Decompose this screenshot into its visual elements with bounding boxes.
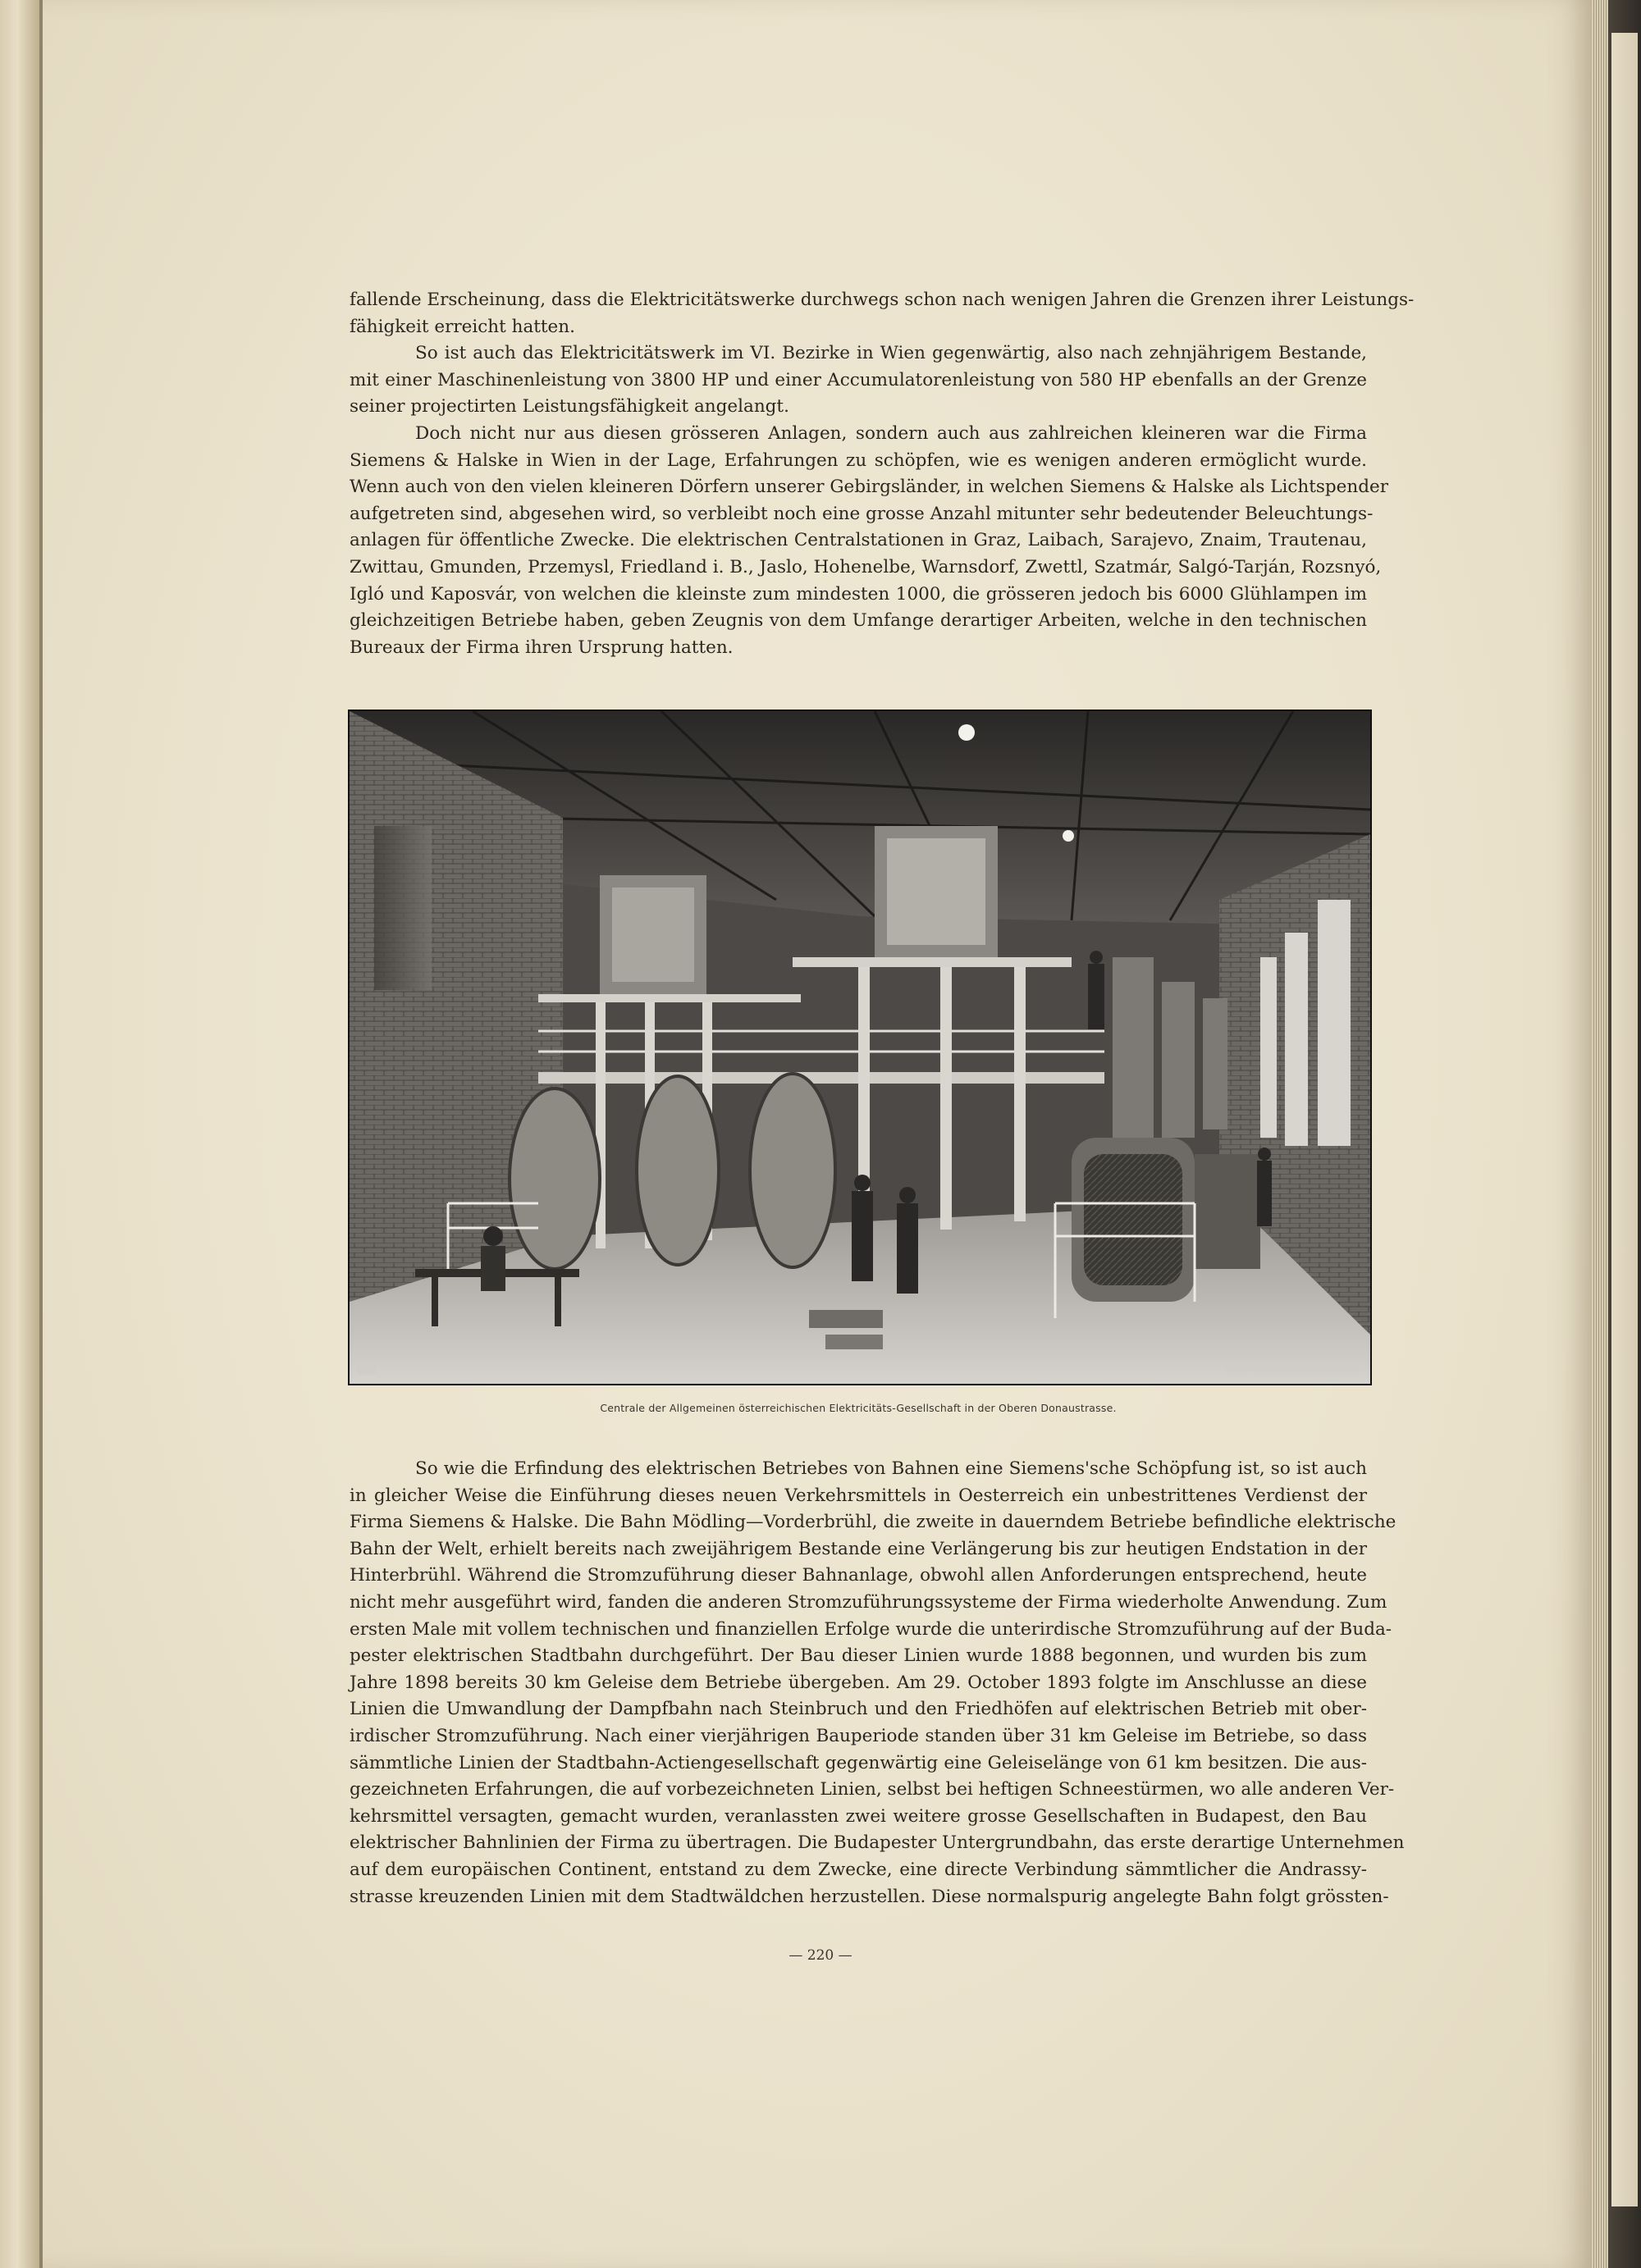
- text-line: Doch nicht nur aus diesen grösseren Anlagen, sondern auch aus zahlreichen kleineren war die Firma: [415, 422, 1367, 444]
- text-line: So wie die Erfindung des elektrischen Betriebes von Bahnen eine Siemens'sche Schöpfung ist, so ist auch: [415, 1458, 1367, 1479]
- power-station-engraving: [350, 711, 1370, 1384]
- text-line: pester elektrischen Stadtbahn durchgeführt. Der Bau dieser Linien wurde 1888 begonnen, und wurden bis zum: [350, 1645, 1367, 1667]
- page-number: — 220 —: [789, 1947, 852, 1964]
- text-line: sämmtliche Linien der Stadtbahn-Actiengesellschaft gegenwärtig eine Geleiselänge von 61 km besitzen. Die aus-: [350, 1752, 1367, 1773]
- text-line: seiner projectirten Leistungsfähigkeit angelangt.: [350, 396, 789, 418]
- paragraph-elektrische-bahnen: [350, 1456, 1405, 1910]
- text-line: ersten Male mit vollem technischen und finanziellen Erfolge wurde die unterirdische Stromzuführung auf der Buda-: [350, 1618, 1392, 1640]
- text-line: fallende Erscheinung, dass die Elektricitätswerke durchwegs schon nach wenigen Jahren die Grenzen ihrer Leistungs-: [350, 290, 1415, 310]
- text-line: elektrischer Bahnlinien der Firma zu übertragen. Die Budapester Untergrundbahn, das erste derartige Unternehmen: [350, 1832, 1405, 1854]
- text-line: mit einer Maschinenleistung von 3800 HP und einer Accumulatorenleistung von 580 HP ebenfalls an der Grenze: [350, 369, 1367, 390]
- text-line: strasse kreuzenden Linien mit dem Stadtwäldchen herzustellen. Diese normalspurig angelegte Bahn folgt grössten-: [350, 1886, 1389, 1907]
- paragraph-centralstationen: [350, 421, 1389, 661]
- text-line: Wenn auch von den vielen kleineren Dörfern unserer Gebirgsländer, in welchen Siemens & Halske als Lichtspender: [350, 477, 1389, 498]
- text-line: Igló und Kaposvár, von welchen die kleinste zum mindesten 1000, die grösseren jedoch bis 6000 Glühlampen im: [350, 583, 1367, 605]
- text-line: Firma Siemens & Halske. Die Bahn Mödling—Vorderbrühl, die zweite in dauerndem Betriebe befindliche elektrische: [350, 1512, 1396, 1533]
- text-line: fähigkeit erreicht hatten.: [350, 316, 575, 337]
- body-text-top: [350, 287, 1415, 661]
- paragraph-elektricitaetswerk: [350, 340, 1367, 421]
- text-line: So ist auch das Elektricitätswerk im VI. Bezirke in Wien gegenwärtig, also nach zehnjährigem Bestande,: [415, 343, 1367, 364]
- book-cover-right: [1608, 0, 1641, 2268]
- book-binding-left: [0, 0, 43, 2268]
- paragraph-continuation: [350, 287, 1415, 340]
- text-line: Linien die Umwandlung der Dampfbahn nach Steinbruch und den Friedhöfen auf elektrischen Betrieb mit ober-: [350, 1699, 1367, 1720]
- text-line: irdischer Stromzuführung. Nach einer vierjährigen Bauperiode standen über 31 km Geleise im Betriebe, so dass: [350, 1725, 1367, 1746]
- text-line: Bureaux der Firma ihren Ursprung hatten.: [350, 637, 734, 658]
- text-line: auf dem europäischen Continent, entstand zu dem Zwecke, eine directe Verbindung sämmtlicher die Andrassy-: [350, 1859, 1367, 1880]
- text-line: Siemens & Halske in Wien in der Lage, Erfahrungen zu schöpfen, wie es wenigen anderen ermöglicht wurde.: [350, 449, 1367, 471]
- text-line: gezeichneten Erfahrungen, die auf vorbezeichneten Linien, selbst bei heftigen Schneestürmen, wo alle anderen Ver-: [350, 1779, 1395, 1800]
- text-line: gleichzeitigen Betriebe haben, geben Zeugnis von dem Umfange derartiger Arbeiten, welche in den technischen: [350, 610, 1367, 632]
- next-page-edge: [1611, 33, 1638, 2206]
- machine-hall-illustration: [348, 710, 1372, 1385]
- text-line: nicht mehr ausgeführt wird, fanden die anderen Stromzuführungssysteme der Firma wiederholte Anwendung. Zum: [350, 1591, 1387, 1613]
- text-line: in gleicher Weise die Einführung dieses neuen Verkehrsmittels in Oesterreich ein unbestrittenes Verdienst der: [350, 1485, 1367, 1506]
- text-line: anlagen für öffentliche Zwecke. Die elektrischen Centralstationen in Graz, Laibach, Sarajevo, Znaim, Trautenau,: [350, 530, 1367, 551]
- text-line: Bahn der Welt, erhielt bereits nach zweijährigem Bestande eine Verlängerung bis zur heutigen Endstation in der: [350, 1538, 1367, 1559]
- page-edges-right: [1592, 0, 1608, 2268]
- text-line: Zwittau, Gmunden, Przemysl, Friedland i. B., Jaslo, Hohenelbe, Warnsdorf, Zwettl, Szatmár, Salgó-Tarján, Rozsnyó,: [350, 556, 1382, 577]
- text-line: kehrsmittel versagten, gemacht wurden, veranlassten zwei weitere grosse Gesellschaften in Budapest, den Bau: [350, 1805, 1367, 1827]
- text-line: aufgetreten sind, abgesehen wird, so verbleibt noch eine grosse Anzahl mitunter sehr bedeutender Beleuchtungs-: [350, 503, 1374, 524]
- figure-caption: Centrale der Allgemeinen österreichischen Elektricitäts-Gesellschaft in der Oberen Donaustrasse.: [600, 1402, 1117, 1414]
- body-text-bottom: [350, 1456, 1405, 1910]
- text-line: Jahre 1898 bereits 30 km Geleise dem Betriebe übergeben. Am 29. October 1893 folgte im Anschlusse an diese: [350, 1672, 1367, 1693]
- text-line: Hinterbrühl. Während die Stromzuführung dieser Bahnanlage, obwohl allen Anforderungen entsprechend, heute: [350, 1565, 1367, 1586]
